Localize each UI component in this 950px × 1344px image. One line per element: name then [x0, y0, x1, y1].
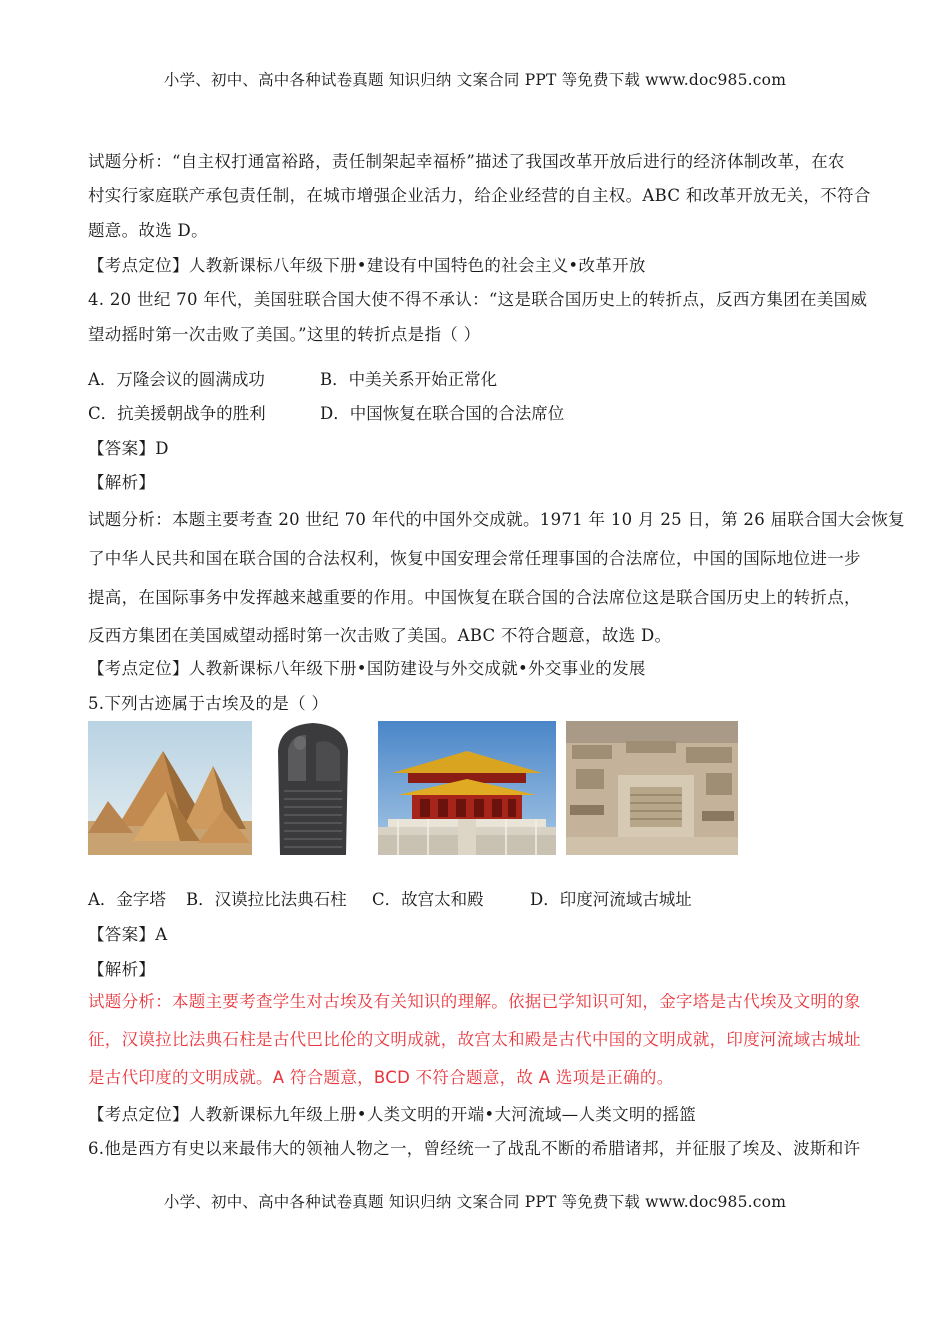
q4-option-a: A．万隆会议的圆满成功	[88, 370, 265, 389]
q4-option-c: C．抗美援朝战争的胜利	[88, 404, 266, 423]
q4-analysis-line-3: 提高，在国际事务中发挥越来越重要的作用。中国恢复在联合国的合法席位这是联合国历史上的转折点，	[88, 588, 861, 607]
q4-analysis-line-1: 试题分析：本题主要考查 20 世纪 70 年代的中国外交成就。1971 年 10 月 25 日，第 26 届联合国大会恢复	[88, 510, 905, 529]
q5-option-d: D．印度河流域古城址	[530, 890, 692, 909]
q3-analysis-line-1: 试题分析：“自主权打通富裕路，责任制架起幸福桥”描述了我国改革开放后进行的经济体制改革，在农	[88, 152, 845, 171]
page-header: 小学、初中、高中各种试卷真题 知识归纳 文案合同 PPT 等免费下载 www.doc985.com	[163, 71, 787, 89]
q5-kaodian: 【考点定位】人教新课标九年级上册•人类文明的开端•大河流域—人类文明的摇篮	[88, 1105, 697, 1124]
forbidden-city-photo	[378, 721, 556, 855]
pyramids-photo	[88, 721, 252, 855]
q4-answer: 【答案】D	[88, 439, 169, 458]
q4-option-b: B．中美关系开始正常化	[320, 370, 498, 389]
q3-analysis-line-2: 村实行家庭联产承包责任制，在城市增强企业活力，给企业经营的自主权。ABC 和改革开放无关，不符合	[88, 186, 871, 205]
q5-analysis-line-2: 征，汉谟拉比法典石柱是古代巴比伦的文明成就，故宫太和殿是古代中国的文明成就，印度河流域古城址	[88, 1030, 861, 1049]
q4-analysis-line-4: 反西方集团在美国威望动摇时第一次击败了美国。ABC 不符合题意，故选 D。	[88, 626, 672, 645]
q4-kaodian: 【考点定位】人教新课标八年级下册•国防建设与外交成就•外交事业的发展	[88, 659, 646, 678]
q4-stem-line-1: 4. 20 世纪 70 年代，美国驻联合国大使不得不承认：“这是联合国历史上的转折点，反西方集团在美国威	[88, 290, 868, 309]
q5-stem: 5.下列古迹属于古埃及的是（ ）	[88, 694, 329, 713]
indus-ruins-photo	[566, 721, 738, 855]
q4-option-d: D．中国恢复在联合国的合法席位	[320, 404, 565, 423]
hammurabi-stele-photo	[270, 721, 356, 855]
q6-stem: 6.他是西方有史以来最伟大的领袖人物之一，曾经统一了战乱不断的希腊诸邦，并征服了埃及、波斯和许	[88, 1139, 861, 1158]
q5-answer: 【答案】A	[88, 925, 168, 944]
q5-option-b: B．汉谟拉比法典石柱	[186, 890, 347, 909]
q4-stem-line-2: 望动摇时第一次击败了美国。”这里的转折点是指（ ）	[88, 325, 481, 344]
q5-jiexi-label: 【解析】	[88, 960, 156, 979]
q5-analysis-line-1: 试题分析：本题主要考查学生对古埃及有关知识的理解。依据已学知识可知，金字塔是古代埃及文明的象	[88, 992, 861, 1011]
q4-jiexi-label: 【解析】	[88, 473, 156, 492]
q3-analysis-line-3: 题意。故选 D。	[88, 221, 208, 240]
q4-analysis-line-2: 了中华人民共和国在联合国的合法权利，恢复中国安理会常任理事国的合法席位，中国的国际地位进一步	[88, 549, 861, 568]
q5-analysis-line-3: 是古代印度的文明成就。A 符合题意，BCD 不符合题意，故 A 选项是正确的。	[88, 1068, 674, 1087]
page-footer: 小学、初中、高中各种试卷真题 知识归纳 文案合同 PPT 等免费下载 www.doc985.com	[163, 1193, 787, 1211]
q5-option-a: A．金字塔	[88, 890, 166, 909]
q3-kaodian: 【考点定位】人教新课标八年级下册•建设有中国特色的社会主义•改革开放	[88, 256, 646, 275]
q5-option-c: C．故宫太和殿	[372, 890, 484, 909]
